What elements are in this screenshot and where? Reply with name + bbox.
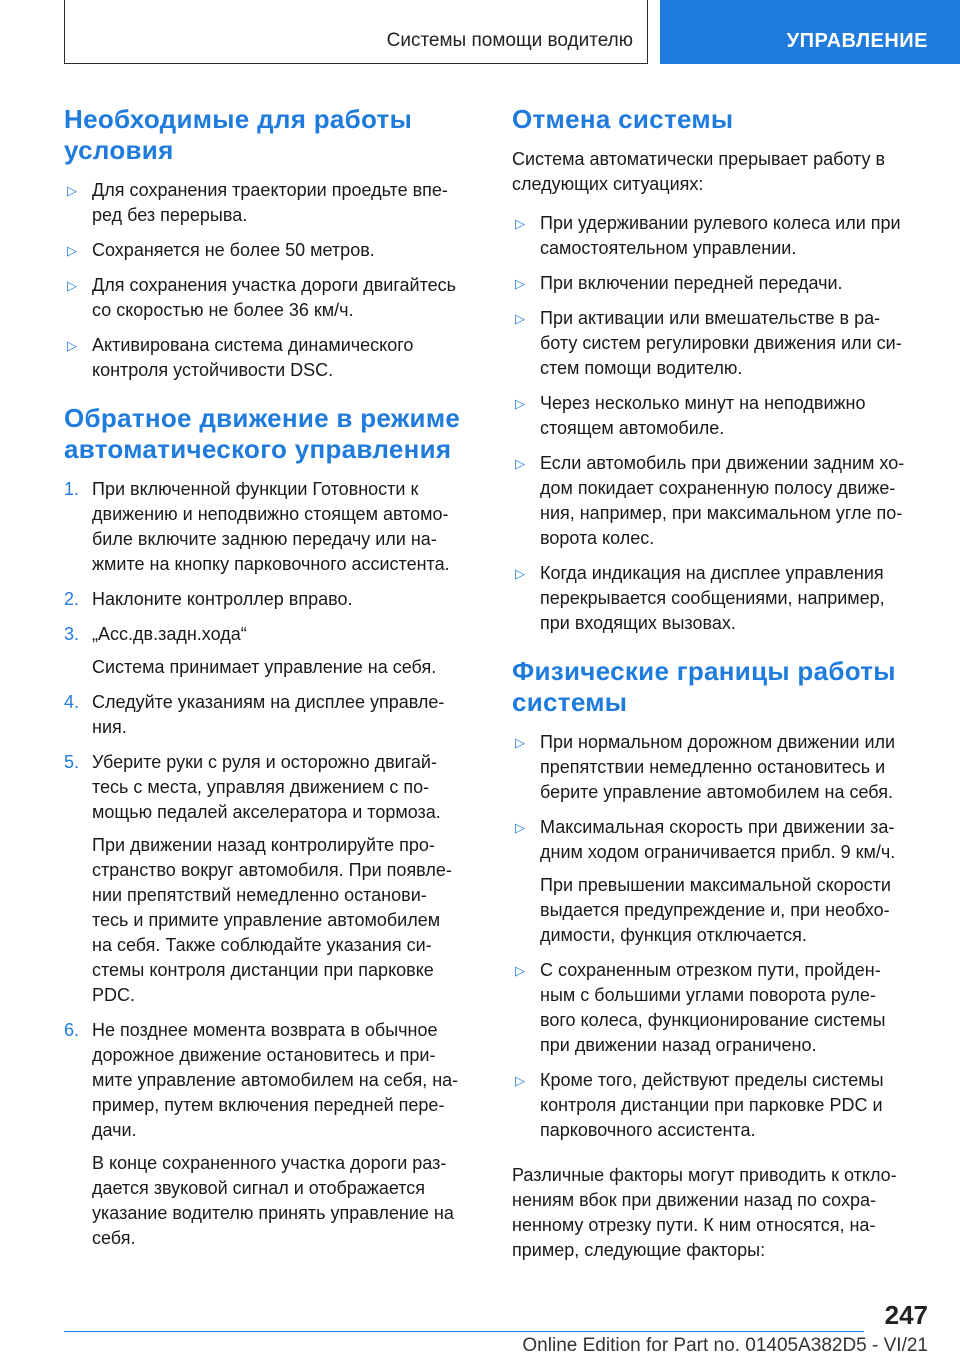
triangle-bullet-icon: ▷ [515,1073,525,1088]
list-item [64,333,478,383]
step-number: 5. [64,752,80,772]
paragraph-line: следующих ситуациях: [512,174,704,194]
system-limits-list [512,730,928,1143]
list-item-text: парковочного ассистента. [540,1120,756,1140]
step-text: „Асс.дв.задн.хода“ [92,624,247,644]
right-column [512,104,928,1277]
section-title-reverse-assist: Обратное движение в режиме автоматического управления [64,403,461,464]
step-note-text: стемы контроля дистанции при парковке [92,960,434,980]
list-item-text: препятствии немедленно остановитесь и [540,757,886,777]
left-column [64,104,478,1271]
list-item [512,451,928,551]
list-item-text: При активации или вмешательстве в ра- [540,308,881,328]
cancel-conditions-list [512,211,928,636]
step-text: ния. [92,717,127,737]
list-item-text: контроля устойчивости DSC. [92,360,334,380]
list-item-note [540,873,928,948]
list-item-text: При удерживании рулевого колеса или при [540,213,901,233]
paragraph-line: ненному отрезку пути. К ним относятся, на- [512,1215,876,1235]
step-text: мощью педалей акселератора и тормоза. [92,802,441,822]
step-number: 4. [64,692,80,712]
list-item-text: стем помощи водителю. [540,358,743,378]
step-text: тесь с места, управляя движением с по- [92,777,430,797]
list-item-text: Максимальная скорость при движении за- [540,817,895,837]
step-item [64,587,478,612]
triangle-bullet-icon: ▷ [67,278,77,293]
reverse-assist-steps [64,477,478,1251]
step-text: Наклоните контроллер вправо. [92,589,353,609]
step-item [64,690,478,740]
step-text: биле включите заднюю передачу или на- [92,529,437,549]
step-note-text: Система принимает управление на себя. [92,657,437,677]
list-item-text: Сохраняется не более 50 метров. [92,240,375,260]
step-text: пример, путем включения передней пере- [92,1095,445,1115]
step-text: мите управление автомобилем на себя, на- [92,1070,459,1090]
list-item-text: берите управление автомобилем на себя. [540,782,893,802]
header-section-title: Системы помощи водителю [386,30,633,51]
step-number: 1. [64,479,80,499]
header-chapter-title: УПРАВЛЕНИЕ [786,30,928,52]
list-item-text: стоящем автомобиле. [540,418,725,438]
step-note-text: PDC. [92,985,136,1005]
step-item [64,477,478,577]
step-note-text: странство вокруг автомобиля. При появле- [92,860,452,880]
list-item-text: При включении передней передачи. [540,273,843,293]
list-item [512,1068,928,1143]
step-text: дачи. [92,1120,137,1140]
step-text: дорожное движение остановитесь и при- [92,1045,436,1065]
page-number: 247 [884,1300,928,1330]
paragraph-line: нениям вбок при движении назад по сохра- [512,1190,876,1210]
list-item [512,306,928,381]
running-header-chapter-tab [660,0,960,64]
step-number: 2. [64,589,80,609]
step-note-text: нии препятствий немедленно останови- [92,885,427,905]
list-item-text: Кроме того, действуют пределы системы [540,1070,884,1090]
step-item [64,1018,478,1251]
step-text: Уберите руки с руля и осторожно двигай- [92,752,437,772]
list-item-text: Для сохранения участка дороги двигайтесь [92,275,457,295]
step-note-text: При движении назад контролируйте про- [92,835,435,855]
triangle-bullet-icon: ▷ [515,456,525,471]
list-item [64,178,478,228]
list-item-text: ворота колес. [540,528,655,548]
triangle-bullet-icon: ▷ [515,735,525,750]
list-item-note-text: димости, функция отключается. [540,925,807,945]
list-item-note-text: При превышении максимальной скорости [540,875,891,895]
list-item-text: С сохраненным отрезком пути, пройден- [540,960,881,980]
list-item-text: ния, например, при максимальном угле по- [540,503,903,523]
step-note-text: тесь и примите управление автомобилем [92,910,441,930]
paragraph-line: Система автоматически прерывает работу в [512,149,886,169]
step-note [92,833,478,1008]
step-text: Следуйте указаниям на дисплее управле- [92,692,445,712]
limits-outro-paragraph [512,1163,928,1263]
list-item-note-text: выдается предупреждение и, при необхо- [540,900,890,920]
list-item [512,730,928,805]
list-item-text: При нормальном дорожном движении или [540,732,896,752]
cancel-intro-paragraph [512,147,928,197]
step-note [92,655,478,680]
triangle-bullet-icon: ▷ [67,338,77,353]
running-header-section [64,0,648,64]
list-item-text: при входящих вызовах. [540,613,736,633]
list-item-text: самостоятельном управлении. [540,238,797,258]
list-item-text: Когда индикация на дисплее управления [540,563,884,583]
list-item-text: дом покидает сохраненную полосу движе- [540,478,896,498]
step-note-text: дается звуковой сигнал и отображается [92,1178,426,1198]
list-item [512,271,928,296]
list-item [512,211,928,261]
step-note-text: себя. [92,1228,136,1248]
list-item-text: ным с большими углами поворота руле- [540,985,876,1005]
triangle-bullet-icon: ▷ [515,396,525,411]
list-item [512,391,928,441]
list-item-text: вого колеса, функционирование системы [540,1010,886,1030]
list-item-text: ред без перерыва. [92,205,248,225]
step-text: жмите на кнопку парковочного ассистента. [92,554,450,574]
paragraph-line: пример, следующие факторы: [512,1240,766,1260]
list-item-text: Активирована система динамического [92,335,414,355]
step-number: 3. [64,624,80,644]
section-title-conditions: Необходимые для работы условия [64,104,413,165]
list-item-text: при движении назад ограничено. [540,1035,817,1055]
list-item [512,958,928,1058]
step-text: движению и неподвижно стоящем автомо- [92,504,449,524]
step-note-text: указание водителю принять управление на [92,1203,454,1223]
triangle-bullet-icon: ▷ [515,216,525,231]
triangle-bullet-icon: ▷ [515,311,525,326]
triangle-bullet-icon: ▷ [515,566,525,581]
list-item [512,561,928,636]
list-item-text: Через несколько минут на неподвижно [540,393,866,413]
step-note-text: В конце сохраненного участка дороги раз- [92,1153,447,1173]
footer-edition: Online Edition for Part no. 01405A382D5 - VI/21 [522,1335,928,1356]
paragraph-line: Различные факторы могут приводить к откло- [512,1165,897,1185]
list-item [64,273,478,323]
list-item [512,815,928,948]
list-item-text: боту систем регулировки движения или си- [540,333,902,353]
triangle-bullet-icon: ▷ [515,963,525,978]
step-note [92,1151,478,1251]
triangle-bullet-icon: ▷ [515,820,525,835]
step-text: Не позднее момента возврата в обычное [92,1020,438,1040]
step-number: 6. [64,1020,80,1040]
footer-divider [64,1331,864,1332]
step-item [64,622,478,680]
step-item [64,750,478,1008]
list-item-text: со скоростью не более 36 км/ч. [92,300,354,320]
step-note-text: на себя. Также соблюдайте указания си- [92,935,432,955]
section-title-cancel: Отмена системы [512,104,734,134]
triangle-bullet-icon: ▷ [515,276,525,291]
list-item-text: Для сохранения траектории проедьте впе- [92,180,448,200]
step-text: При включенной функции Готовности к [92,479,419,499]
triangle-bullet-icon: ▷ [67,183,77,198]
triangle-bullet-icon: ▷ [67,243,77,258]
section-title-limits: Физические границы работы системы [512,656,896,717]
list-item-text: дним ходом ограничивается прибл. 9 км/ч. [540,842,896,862]
list-item [64,238,478,263]
conditions-list [64,178,478,383]
list-item-text: перекрывается сообщениями, например, [540,588,885,608]
list-item-text: Если автомобиль при движении задним хо- [540,453,905,473]
list-item-text: контроля дистанции при парковке PDC и [540,1095,883,1115]
